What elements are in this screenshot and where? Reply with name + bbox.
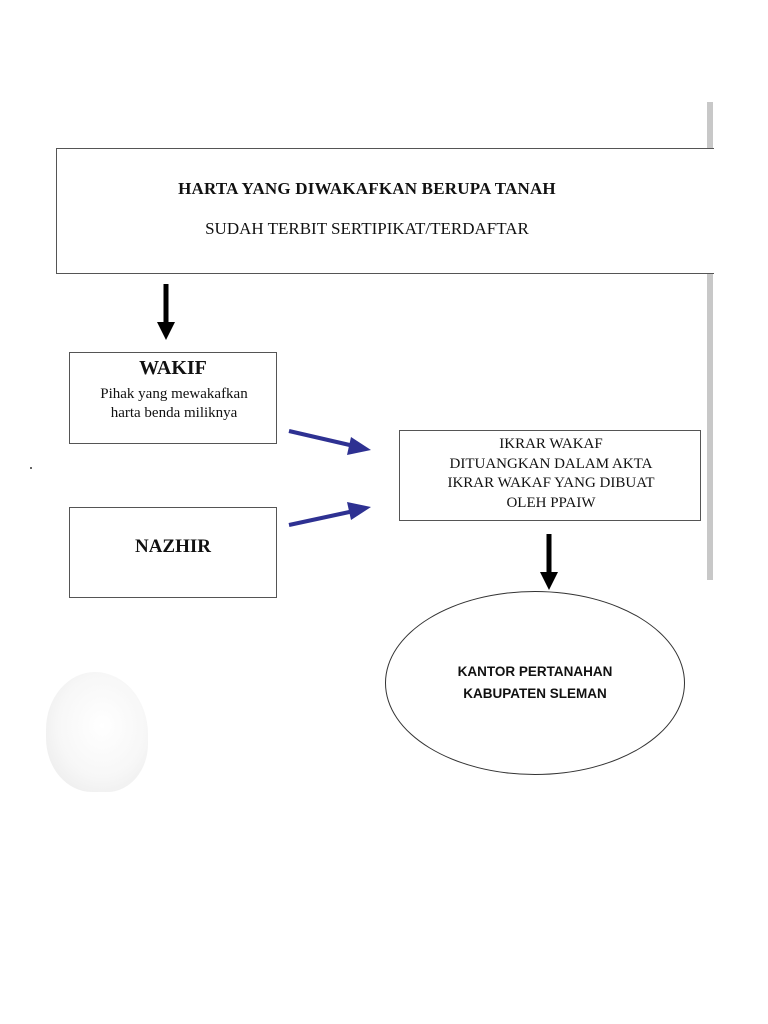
arrow-down-to-wakif <box>157 284 175 340</box>
scan-speck <box>30 467 32 469</box>
wakif-description <box>78 385 270 423</box>
scan-smudge <box>46 672 148 792</box>
wakif-box <box>69 352 277 444</box>
ikrar-line-1: IKRAR WAKAF <box>499 436 603 452</box>
wakif-desc-line-2: harta benda miliknya <box>110 405 238 421</box>
arrow-down-to-kantor <box>540 534 558 590</box>
nazhir-title: NAZHIR <box>134 536 211 557</box>
wakif-desc-line-1: Pihak yang mewakafkan <box>100 386 248 402</box>
asset-box <box>56 148 714 274</box>
kantor-line-2: KABUPATEN SLEMAN <box>463 686 607 701</box>
asset-title: HARTA YANG DIWAKAFKAN BERUPA TANAH <box>178 179 556 198</box>
wakif-title: WAKIF <box>139 357 207 379</box>
asset-subtitle: SUDAH TERBIT SERTIPIKAT/TERDAFTAR <box>205 219 529 238</box>
arrow-nazhir-to-ikrar <box>289 502 371 525</box>
kantor-pertanahan-ellipse <box>385 591 685 775</box>
kantor-text <box>386 661 684 705</box>
ikrar-line-4: OLEH PPAIW <box>506 494 596 511</box>
ikrar-line-2: DITUANGKAN DALAM AKTA <box>449 455 653 472</box>
nazhir-box <box>69 507 277 598</box>
ikrar-wakaf-box <box>399 430 701 521</box>
ikrar-line-3: IKRAR WAKAF YANG DIBUAT <box>447 475 655 491</box>
ikrar-wakaf-text <box>404 435 698 513</box>
kantor-line-1: KANTOR PERTANAHAN <box>457 664 613 679</box>
arrow-wakif-to-ikrar <box>289 431 371 455</box>
